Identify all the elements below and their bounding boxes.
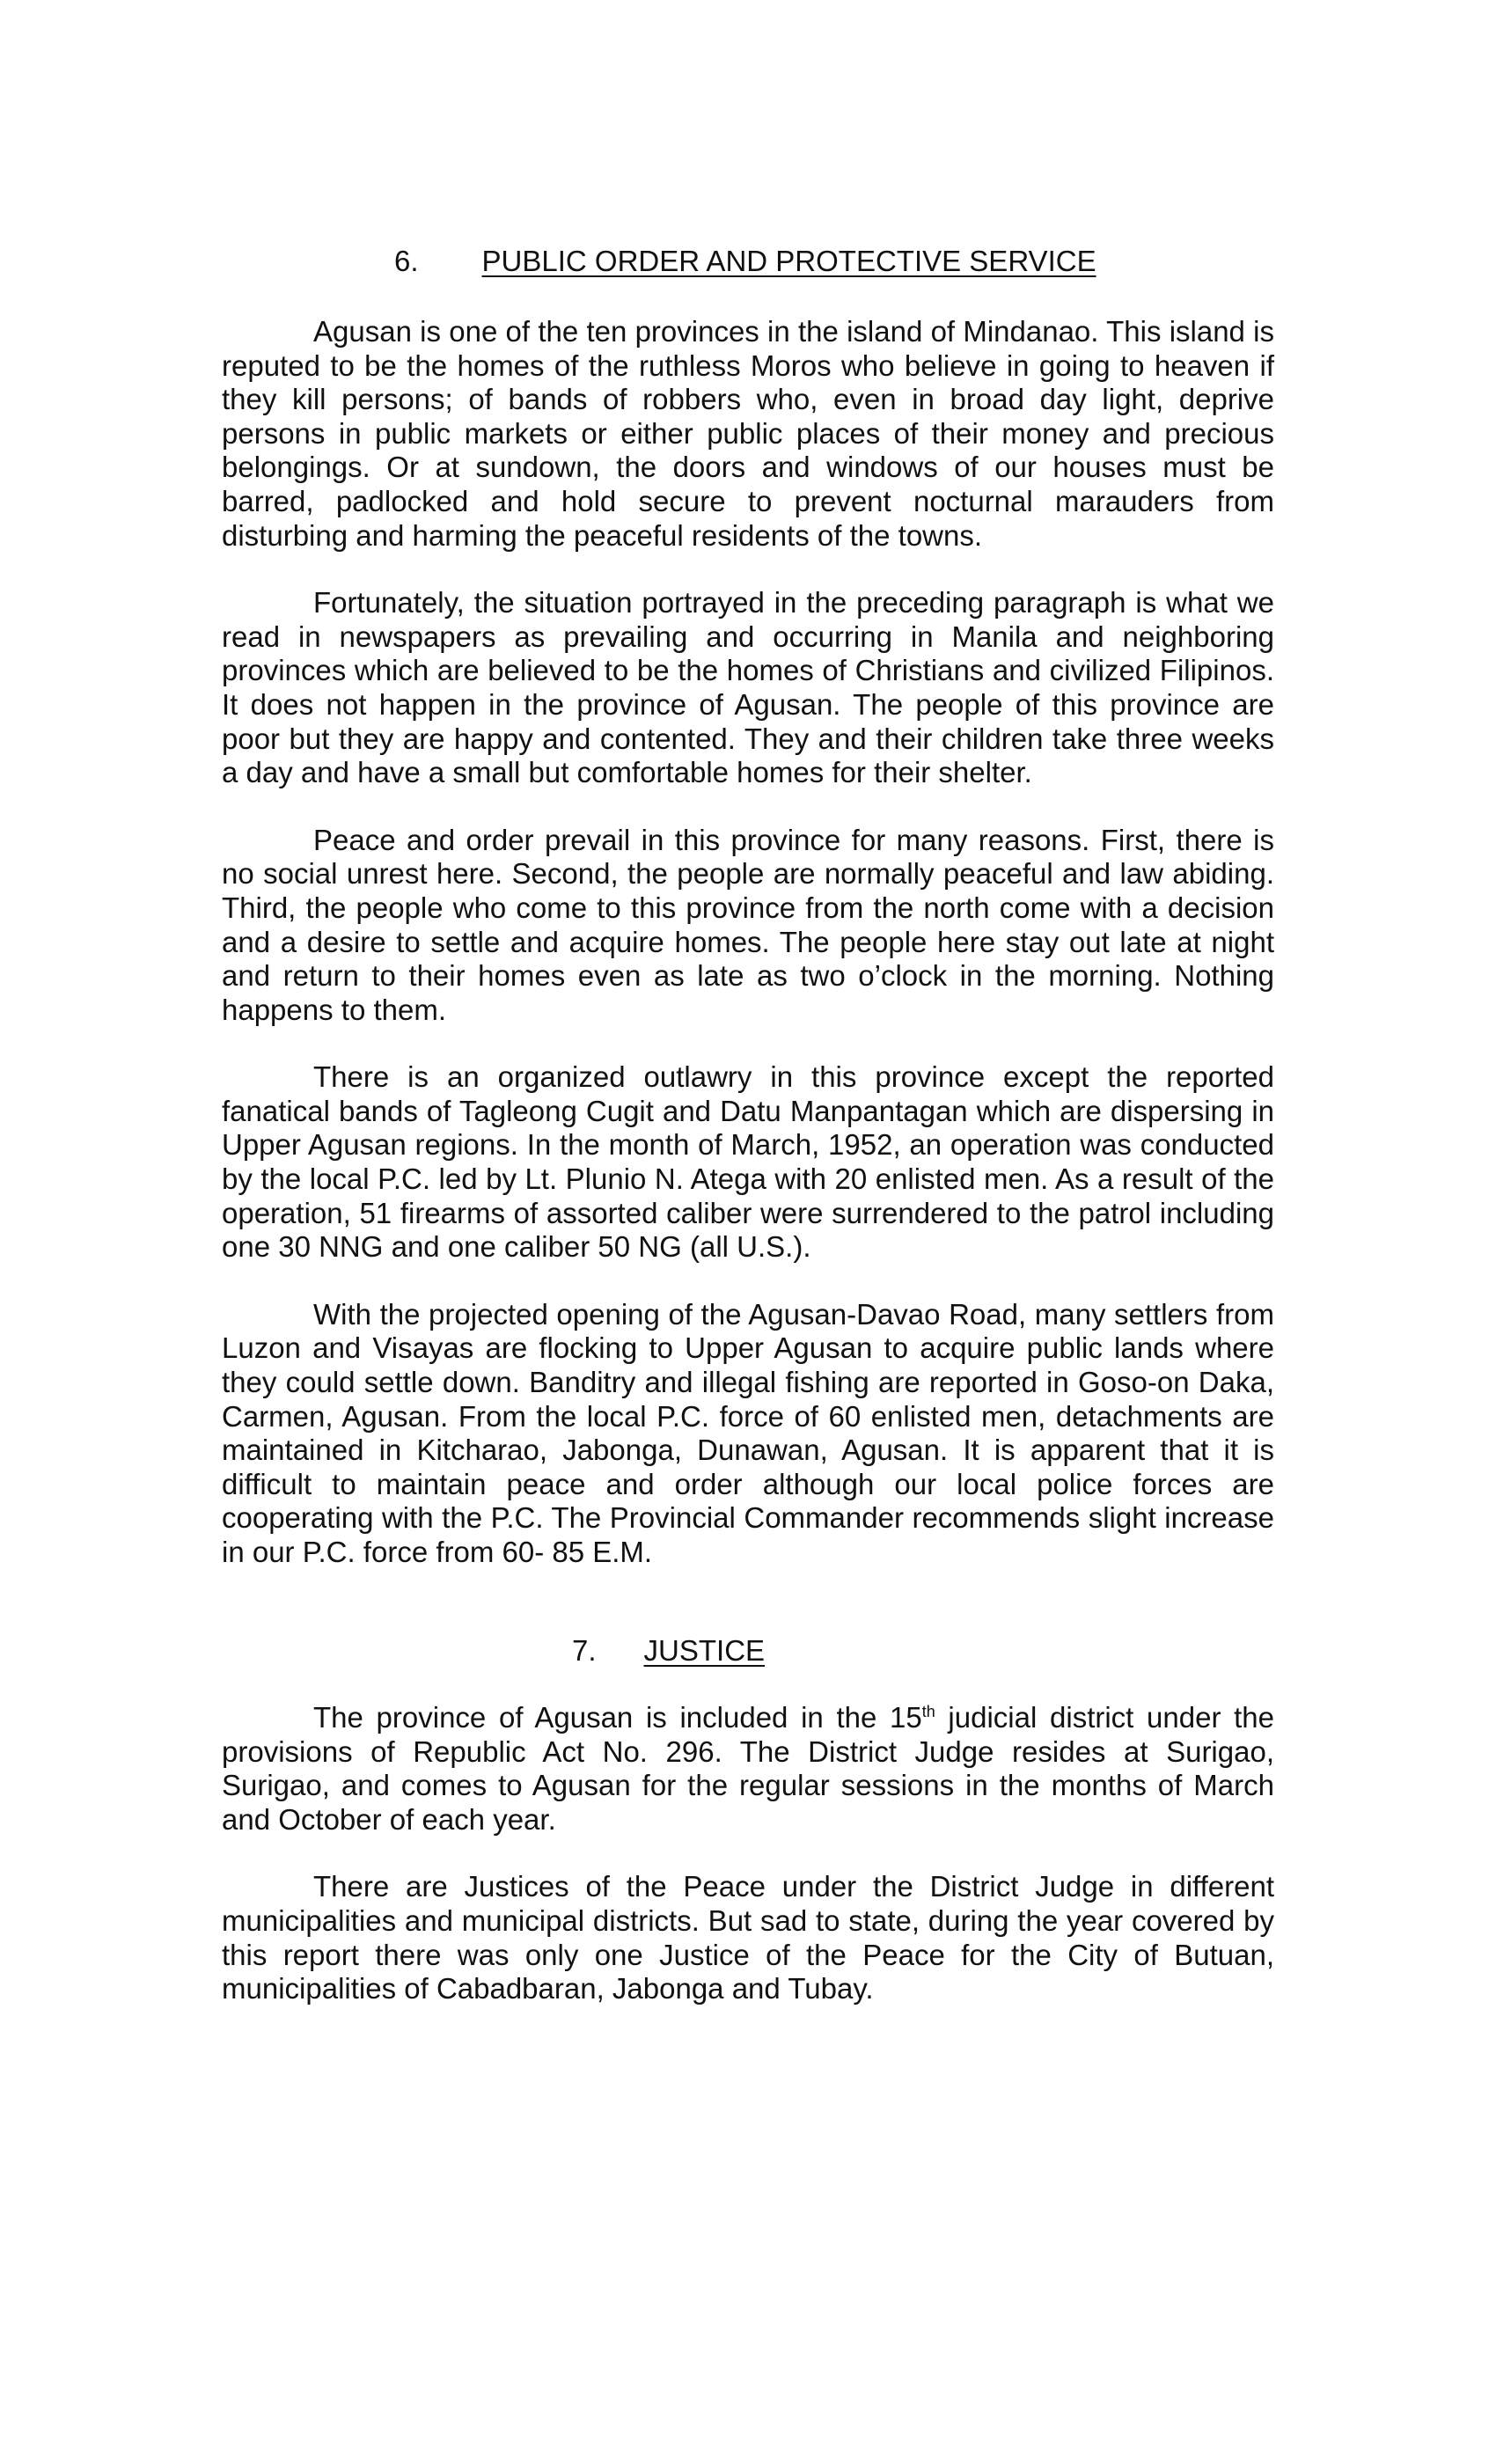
section-7-heading: [572, 1633, 846, 1668]
ordinal-suffix: th: [921, 1703, 935, 1720]
section-7-paragraph-1: [222, 1701, 1274, 1837]
section-7-paragraph-1-rest: judicial district under the provisions of Republic Act No. 296. The District Judge resides at Surigao, Surigao, and comes to Agusan for the regular sessions in the months of March and October of each year.: [222, 1701, 1274, 1836]
section-6-paragraph-2: Fortunately, the situation portrayed in the preceding paragraph is what we read in newspapers as prevailing and occurring in Manila and neighboring provinces which are believed to be the homes of Christians and civilized Filipinos. It does not happen in the province of Agusan. The people of this province are poor but they are happy and contented. They and their children take three weeks a day and have a small but comfortable homes for their shelter.: [222, 586, 1274, 789]
section-6-paragraph-5: With the projected opening of the Agusan-Davao Road, many settlers from Luzon and Visayas are flocking to Upper Agusan to acquire public lands where they could settle down. Banditry and illegal fishing are reported in Goso-on Daka, Carmen, Agusan. From the local P.C. force of 60 enlisted men, detachments are maintained in Kitcharao, Jabonga, Dunawan, Agusan. It is apparent that it is difficult to maintain peace and order although our local police forces are cooperating with the P.C. The Provincial Commander recommends slight increase in our P.C. force from 60- 85 E.M.: [222, 1297, 1274, 1568]
section-7-number: 7.: [572, 1634, 597, 1667]
section-6-heading: [394, 244, 1218, 279]
section-6-body: [222, 315, 1274, 1570]
section-7-body: [222, 1701, 1274, 2006]
section-6-paragraph-4: There is an organized outlawry in this province except the reported fanatical bands of Tagleong Cugit and Datu Manpantagan which are dispersing in Upper Agusan regions. In the month of March, 1952, an operation was conducted by the local P.C. led by Lt. Plunio N. Atega with 20 enlisted men. As a result of the operation, 51 firearms of assorted caliber were surrendered to the patrol including one 30 NNG and one caliber 50 NG (all U.S.).: [222, 1060, 1274, 1264]
section-6-paragraph-1: Agusan is one of the ten provinces in the island of Mindanao. This island is reputed to be the homes of the ruthless Moros who believe in going to heaven if they kill persons; of bands of robbers who, even in broad day light, deprive persons in public markets or either public places of their money and precious belongings. Or at sundown, the doors and windows of our houses must be barred, padlocked and hold secure to prevent nocturnal marauders from disturbing and harming the peaceful residents of the towns.: [222, 315, 1274, 552]
section-7-title: JUSTICE: [643, 1634, 766, 1667]
section-7-paragraph-2: There are Justices of the Peace under the District Judge in different municipalities and municipal districts. But sad to state, during the year covered by this report there was only one Justice of the Peace for the City of Butuan, municipalities of Cabadbaran, Jabonga and Tubay.: [222, 1870, 1274, 2006]
section-6-title: PUBLIC ORDER AND PROTECTIVE SERVICE: [481, 245, 1096, 277]
section-6-number: 6.: [394, 245, 419, 277]
section-6-paragraph-3: Peace and order prevail in this province for many reasons. First, there is no social unrest here. Second, the people are normally peaceful and law abiding. Third, the people who come to this province from the north come with a decision and a desire to settle and acquire homes. The people here stay out late at night and return to their homes even as late as two o’clock in the morning. Nothing happens to them.: [222, 823, 1274, 1026]
section-7-paragraph-1-start: The province of Agusan is included in the 15: [313, 1701, 922, 1734]
